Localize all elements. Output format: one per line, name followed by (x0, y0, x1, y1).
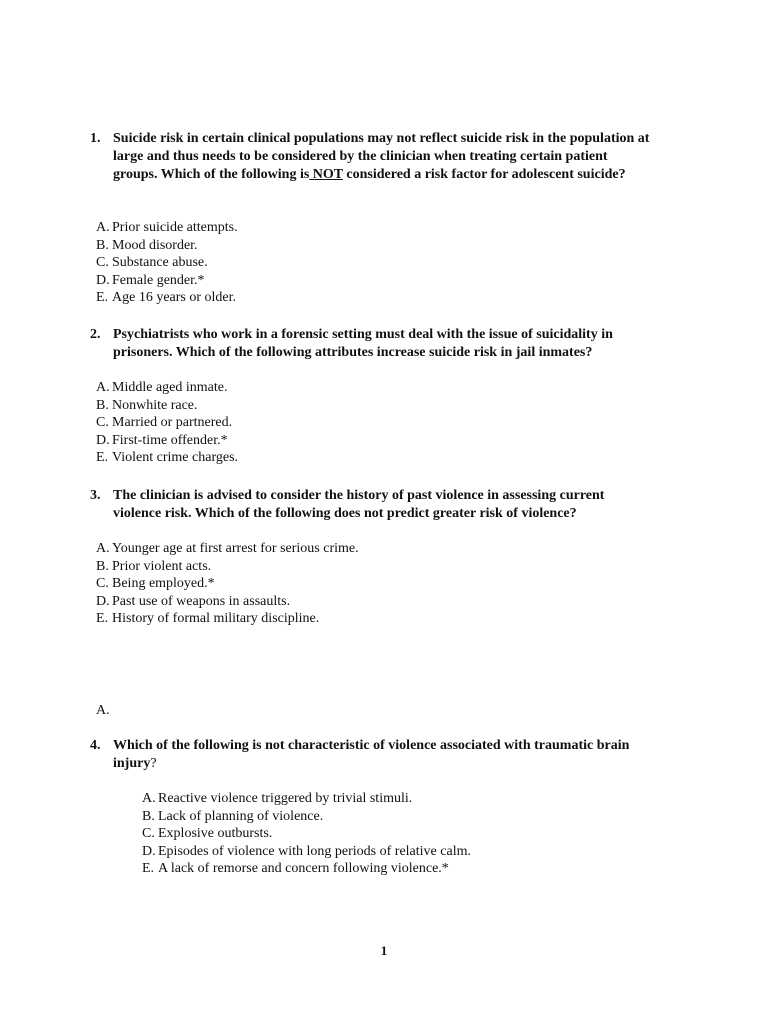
answer-option: B. Nonwhite race. (96, 397, 198, 413)
answer-options-4 (142, 790, 471, 878)
answer-option: E. History of formal military discipline. (96, 611, 320, 627)
question-3 (90, 487, 650, 523)
answer-option: D. First-time offender.* (96, 432, 228, 448)
answer-options-2 (96, 379, 238, 467)
answer-option: E. A lack of remorse and concern following violence.* (142, 861, 449, 877)
answer-options-3 (96, 540, 359, 628)
question-4 (90, 737, 650, 773)
question-number: 2. (90, 327, 101, 342)
question-number: 4. (90, 738, 101, 753)
answer-option: E. Age 16 years or older. (96, 290, 237, 306)
answer-option: A. Reactive violence triggered by trivial stimuli. (142, 791, 413, 806)
question-number: 3. (90, 488, 101, 503)
answer-option: C. Explosive outbursts. (142, 826, 273, 842)
question-2 (90, 326, 650, 362)
answer-option: A. Middle aged inmate. (96, 380, 228, 395)
answer-options-1 (96, 219, 238, 307)
page-number: 1 (380, 943, 388, 958)
answer-option: C. Substance abuse. (96, 255, 208, 271)
answer-option: A. Younger age at first arrest for serious crime. (96, 541, 359, 556)
emphasis-not: NOT (309, 167, 343, 182)
answer-option: C. Married or partnered. (96, 415, 233, 431)
answer-option: A. Prior suicide attempts. (96, 220, 238, 235)
answer-option: E. Violent crime charges. (96, 450, 239, 466)
stray-answer-letter: A. (96, 703, 110, 718)
question-text: The clinician is advised to consider the history of past violence in assessing current violence risk. Which of the following does not predict greater risk of violence? (113, 488, 605, 521)
answer-option: D. Episodes of violence with long periods of relative calm. (142, 843, 471, 859)
question-text: Psychiatrists who work in a forensic setting must deal with the issue of suicidality in prisoners. Which of the following attributes increase suicide risk in jail inmates? (113, 327, 613, 360)
answer-option: B. Lack of planning of violence. (142, 808, 324, 824)
question-text: Which of the following is not characteristic of violence associated with traumatic brain injury? (113, 738, 630, 771)
answer-option: C. Being employed.* (96, 576, 215, 592)
answer-option: B. Mood disorder. (96, 237, 198, 253)
answer-option: B. Prior violent acts. (96, 558, 212, 574)
question-number: 1. (90, 131, 101, 146)
answer-option: D. Past use of weapons in assaults. (96, 593, 291, 609)
answer-option: D. Female gender.* (96, 272, 205, 288)
question-1 (90, 130, 650, 184)
question-text: Suicide risk in certain clinical populations may not reflect suicide risk in the population at large and thus needs to be considered by the clinician when treating certain patient groups. Which of the following is NOT considered a risk factor for adolescent suicide? (113, 131, 650, 182)
